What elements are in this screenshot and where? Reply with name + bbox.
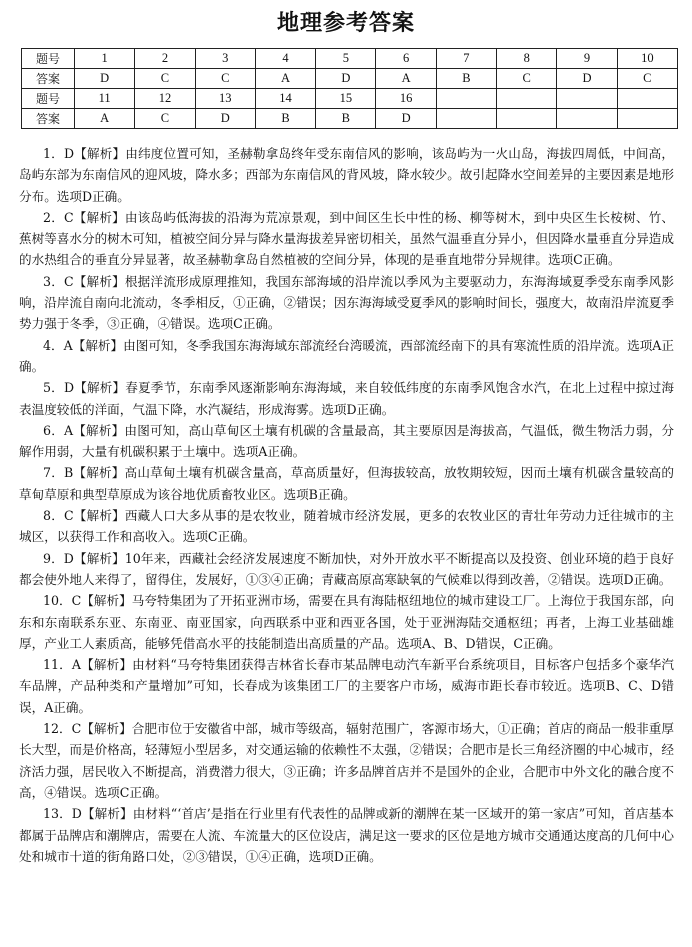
answer-table-cell: C	[195, 69, 255, 89]
answer-table-header-cell: 题号	[22, 49, 75, 69]
answer-table-cell: 2	[135, 49, 195, 69]
answer-table-cell: C	[617, 69, 677, 89]
answer-table-cell: 13	[195, 89, 255, 109]
answer-table-cell: C	[135, 69, 195, 89]
answer-table-row	[22, 49, 678, 69]
answer-table-cell: 14	[255, 89, 315, 109]
explanation-paragraph: 12．C【解析】合肥市位于安徽省中部，城市等级高，辐射范围广，客源市场大，①正确；首店的商品一般非重厚长大型，而是价格高，轻薄短小型居多，对交通运输的依赖性不太强，②错误；合肥市是长三角经济圈的中心城市，经济活力强，居民收入不断提高，消费潜力很大，③正确；许多品牌首店并不是国外的企业，合肥市中外文化的融合度不高，④错误。选项C正确。	[19, 721, 674, 800]
answer-table-header-cell: 答案	[22, 109, 75, 129]
answer-table-cell: A	[75, 109, 135, 129]
answer-table-cell: D	[75, 69, 135, 89]
answer-table	[21, 48, 678, 129]
answer-table-cell: D	[316, 69, 376, 89]
explanation-paragraph: 4．A【解析】由图可知，冬季我国东海海域东部流经台湾暖流，西部流经南下的具有寒流性质的沿岸流。选项A正确。	[19, 337, 674, 374]
explanation-paragraph: 13．D【解析】由材料“‘首店’是指在行业里有代表性的品牌或新的潮牌在某一区域开的第一家店”可知，首店基本都属于品牌店和潮牌店，需要在人流、车流量大的区位设店，满足这一要求的区位是地方城市交通通达度高的几何中心处和城市十道的街角路口处，②③错误，①④正确，选项D正确。	[19, 806, 674, 864]
answer-table-cell: 8	[497, 49, 557, 69]
explanation-paragraph: 10．C【解析】马夸特集团为了开拓亚洲市场，需要在具有海陆枢纽地位的城市建设工厂。上海位于我国东部，向东和东南联系东亚、东南亚、南亚国家，向西联系中亚和西亚各国，处于亚洲海陆交通枢纽；再者，上海工业基础雄厚，产业工人素质高，能够凭借高水平的技能制造出高质量的产品。选项A、B、D错误，C正确。	[19, 593, 674, 651]
answer-table-row	[22, 89, 678, 109]
answer-table-cell: 4	[255, 49, 315, 69]
answer-table-cell	[557, 109, 617, 129]
answer-table-cell: B	[436, 69, 496, 89]
page-title: 地理参考答案	[276, 11, 415, 36]
answer-table-cell	[557, 89, 617, 109]
answer-table-cell: 15	[316, 89, 376, 109]
explanation-paragraph: 2．C【解析】由该岛屿低海拔的沿海为荒凉景观，到中间区生长中性的杨、柳等树木，到中央区生长桉树、竹、蕉树等喜水分的树木可知，植被空间分异与降水量海拔差异密切相关，虽然气温垂直分异小，但因降水量垂直分异造成的水热组合的垂直分异显著，故圣赫勒拿岛自然植被的空间分异，体现的是垂直地带分异规律。选项C正确。	[19, 209, 674, 268]
answer-table-cell: A	[376, 69, 436, 89]
answer-table-cell: 11	[75, 89, 135, 109]
answer-table-cell	[617, 89, 677, 109]
answer-table-cell: 1	[75, 49, 135, 69]
explanation-paragraph: 8．C【解析】西藏人口大多从事的是农牧业，随着城市经济发展，更多的农牧业区的青壮年劳动力迁往城市的主城区，以获得工作和高收入。选项C正确。	[19, 508, 674, 545]
explanation-paragraph: 1．D【解析】由纬度位置可知，圣赫勒拿岛终年受东南信风的影响，该岛屿为一火山岛，海拔四周低，中间高，岛屿东部为东南信风的迎风坡，降水多；西部为东南信风的背风坡，降水较少。故引起降水空间差异的主要因素是地形分布。选项D正确。	[19, 146, 674, 204]
answer-table-cell: D	[195, 109, 255, 129]
answer-table-cell	[497, 109, 557, 129]
answer-table-cell: C	[497, 69, 557, 89]
explanation-paragraph: 7．B【解析】高山草甸土壤有机碳含量高，草高质量好，但海拔较高，放牧期较短，因而土壤有机碳含量较高的草甸草原和典型草原成为该谷地优质畜牧业区。选项B正确。	[19, 465, 674, 502]
answer-table-cell: D	[376, 109, 436, 129]
answer-table-cell: 5	[316, 49, 376, 69]
answer-table-cell	[617, 109, 677, 129]
answer-table-cell	[436, 89, 496, 109]
explanations	[10, 143, 682, 867]
answer-table-cell: 6	[376, 49, 436, 69]
explanation-paragraph: 6．A【解析】由图可知，高山草甸区土壤有机碳的含量最高，其主要原因是海拔高，气温低，微生物活力弱，分解作用弱，大量有机碳积累于土壤中。选项A正确。	[19, 422, 674, 460]
answer-table-cell: D	[557, 69, 617, 89]
answer-table-cell: B	[255, 109, 315, 129]
answer-table-cell: 10	[617, 49, 677, 69]
answer-table-cell: 7	[436, 49, 496, 69]
answer-table-cell	[436, 109, 496, 129]
answer-table-cell: B	[316, 109, 376, 129]
answer-table-cell: 12	[135, 89, 195, 109]
answer-table-cell: 16	[376, 89, 436, 109]
answer-table-cell	[497, 89, 557, 109]
answer-table-row	[22, 109, 678, 129]
answer-table-cell: A	[255, 69, 315, 89]
answer-table-cell: 3	[195, 49, 255, 69]
answer-table-header-cell: 答案	[22, 69, 75, 89]
explanation-paragraph: 5．D【解析】春夏季节，东南季风逐渐影响东海海域，来自较低纬度的东南季风饱含水汽，在北上过程中掠过海表温度较低的洋面，气温下降，水汽凝结，形成海雾。选项D正确。	[19, 380, 674, 417]
answer-table-row	[22, 69, 678, 89]
answer-table-cell: C	[135, 109, 195, 129]
answer-table-cell: 9	[557, 49, 617, 69]
explanation-paragraph: 9．D【解析】10年来，西藏社会经济发展速度不断加快，对外开放水平不断提高以及投资、创业环境的趋于良好都会使外地人来得了，留得住，发展好，①③④正确；青藏高原高寒缺氧的气候难以得到改善，②错误。选项D正确。	[19, 550, 674, 587]
explanation-paragraph: 3．C【解析】根据洋流形成原理推知，我国东部海域的沿岸流以季风为主要驱动力，东海海域夏季受东南季风影响，沿岸流自南向北流动，冬季相反，①正确，②错误；因东海海域受夏季风的影响时间长，强度大，故南沿岸流夏季势力强于冬季，③正确，④错误。选项C正确。	[19, 273, 674, 332]
explanation-paragraph: 11．A【解析】由材料“马夸特集团获得吉林省长春市某品牌电动汽车新平台系统项目，目标客户包括多个豪华汽车品牌，产品种类和产量增加”可知，长春成为该集团工厂的主要客户市场，威海市距长春市较近。选项B、C、D错误，A正确。	[19, 657, 674, 715]
answer-table-header-cell: 题号	[22, 89, 75, 109]
